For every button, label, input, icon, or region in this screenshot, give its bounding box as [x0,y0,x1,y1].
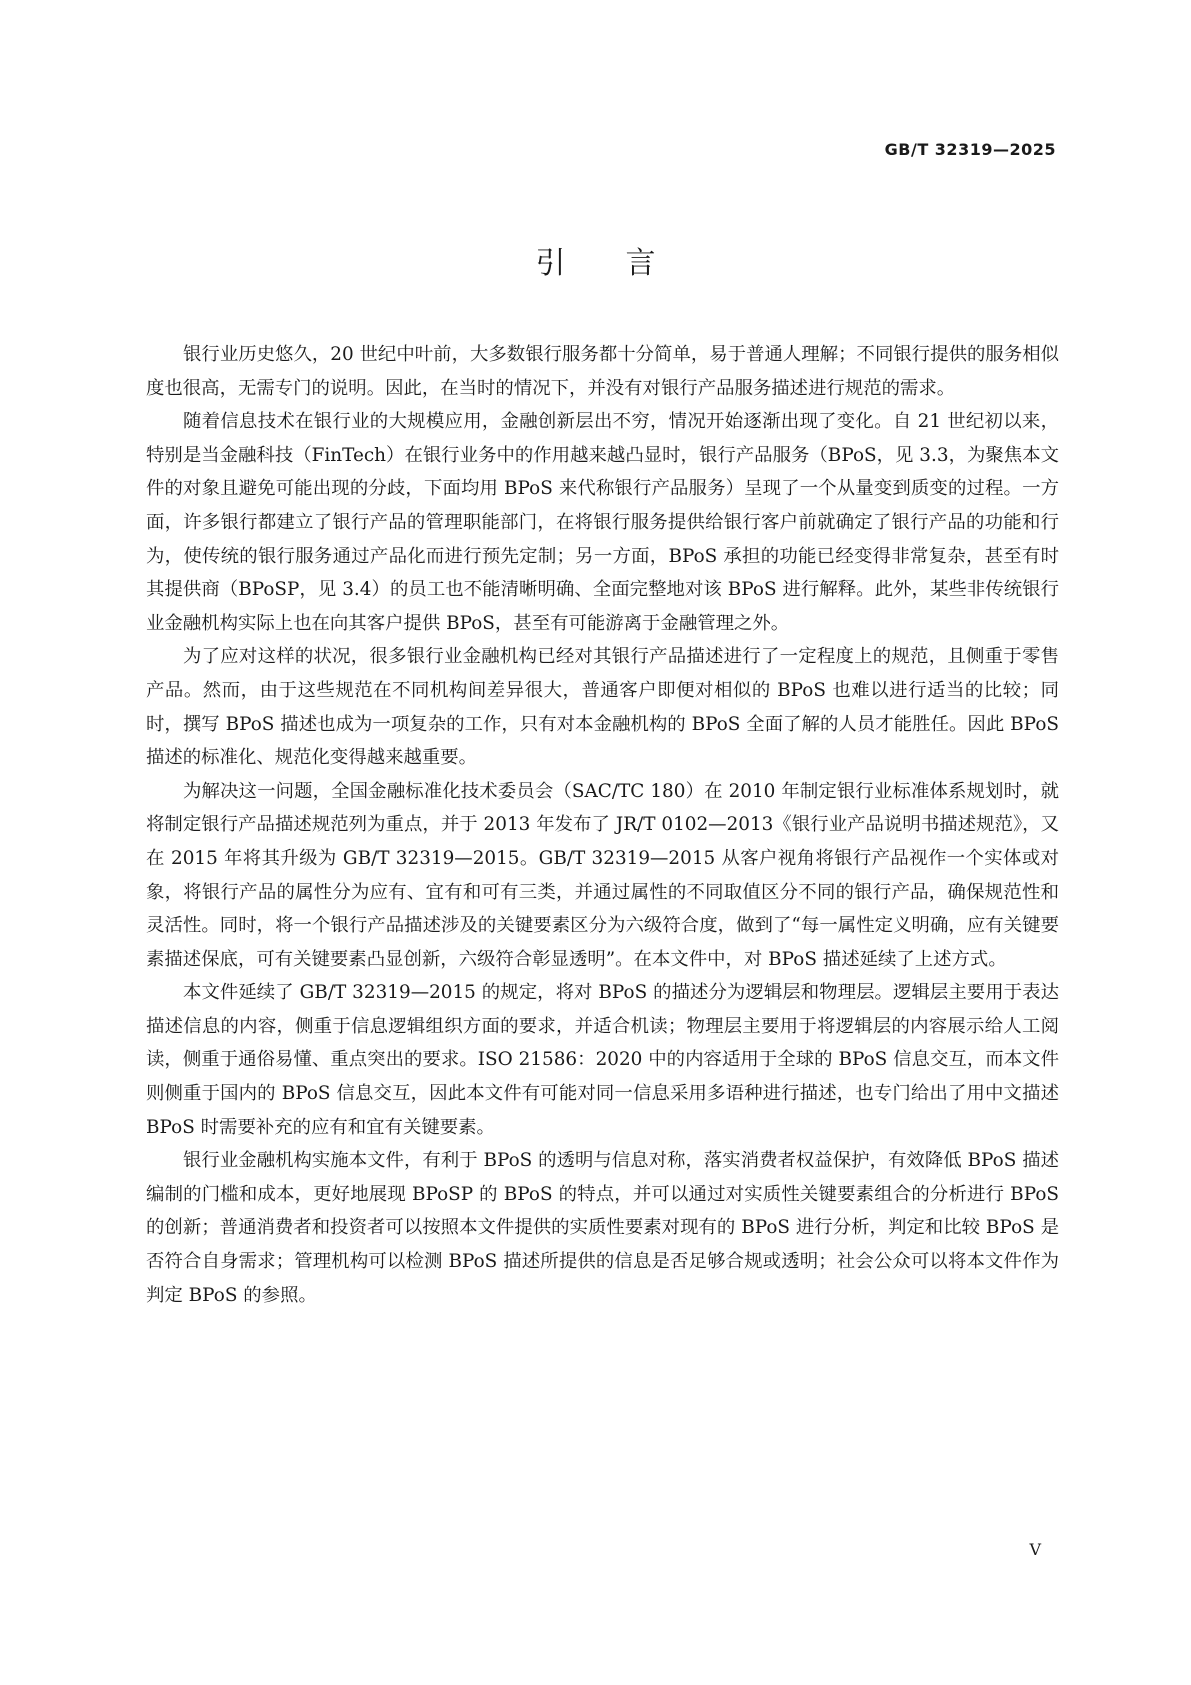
paragraph: 为了应对这样的状况，很多银行业金融机构已经对其银行产品描述进行了一定程度上的规范，且侧重于零售产品。然而，由于这些规范在不同机构间差异很大，普通客户即便对相似的 BPoS 也难以进行适当的比较；同时，撰写 BPoS 描述也成为一项复杂的工作，只有对本金融机构的 BPoS 全面了解的人员才能胜任。因此 BPoS 描述的标准化、规范化变得越来越重要。 [146,646,1059,769]
paragraph: 银行业历史悠久，20 世纪中叶前，大多数银行服务都十分简单，易于普通人理解；不同银行提供的服务相似度也很高，无需专门的说明。因此，在当时的情况下，并没有对银行产品服务描述进行规范的需求。 [146,344,1059,399]
paragraph: 银行业金融机构实施本文件，有利于 BPoS 的透明与信息对称，落实消费者权益保护，有效降低 BPoS 描述编制的门槛和成本，更好地展现 BPoSP 的 BPoS 的特点，并可以通过对实质性关键要素组合的分析进行 BPoS 的创新；普通消费者和投资者可以按照本文件提供的实质性要素对现有的 BPoS 进行分析，判定和比较 BPoS 是否符合自身需求；管理机构可以检测 BPoS 描述所提供的信息是否足够合规或透明；社会公众可以将本文件作为判定 BPoS 的参照。 [146,1150,1059,1306]
standard-code: GB/T 32319—2025 [884,140,1056,159]
page-number: V [1029,1540,1041,1559]
paragraph: 为解决这一问题，全国金融标准化技术委员会（SAC/TC 180）在 2010 年制定银行业标准体系规划时，就将制定银行产品描述规范列为重点，并于 2013 年发布了 JR/T 0102—2013《银行业产品说明书描述规范》，又在 2015 年将其升级为 GB/T 32319—2015。GB/T 32319—2015 从客户视角将银行产品视作一个实体或对象，将银行产品的属性分为应有、宜有和可有三类，并通过属性的不同取值区分不同的银行产品，确保规范性和灵活性。同时，将一个银行产品描述涉及的关键要素区分为六级符合度，做到了“每一属性定义明确，应有关键要素描述保底，可有关键要素凸显创新，六级符合彰显透明”。在本文件中，对 BPoS 描述延续了上述方式。 [146,780,1059,970]
page-title: 引言 [535,246,716,281]
body-text [146,338,1059,1312]
paragraph: 本文件延续了 GB/T 32319—2015 的规定，将对 BPoS 的描述分为逻辑层和物理层。逻辑层主要用于表达描述信息的内容，侧重于信息逻辑组织方面的要求，并适合机读；物理层主要用于将逻辑层的内容展示给人工阅读，侧重于通俗易懂、重点突出的要求。ISO 21586：2020 中的内容适用于全球的 BPoS 信息交互，而本文件则侧重于国内的 BPoS 信息交互，因此本文件有可能对同一信息采用多语种进行描述，也专门给出了用中文描述 BPoS 时需要补充的应有和宜有关键要素。 [146,982,1059,1138]
paragraph: 随着信息技术在银行业的大规模应用，金融创新层出不穷，情况开始逐渐出现了变化。自 21 世纪初以来，特别是当金融科技（FinTech）在银行业务中的作用越来越凸显时，银行产品服务（BPoS，见 3.3，为聚焦本文件的对象且避免可能出现的分歧，下面均用 BPoS 来代称银行产品服务）呈现了一个从量变到质变的过程。一方面，许多银行都建立了银行产品的管理职能部门，在将银行服务提供给银行客户前就确定了银行产品的功能和行为，使传统的银行服务通过产品化而进行预先定制；另一方面，BPoS 承担的功能已经变得非常复杂，甚至有时其提供商（BPoSP，见 3.4）的员工也不能清晰明确、全面完整地对该 BPoS 进行解释。此外，某些非传统银行业金融机构实际上也在向其客户提供 BPoS，甚至有可能游离于金融管理之外。 [146,411,1059,634]
